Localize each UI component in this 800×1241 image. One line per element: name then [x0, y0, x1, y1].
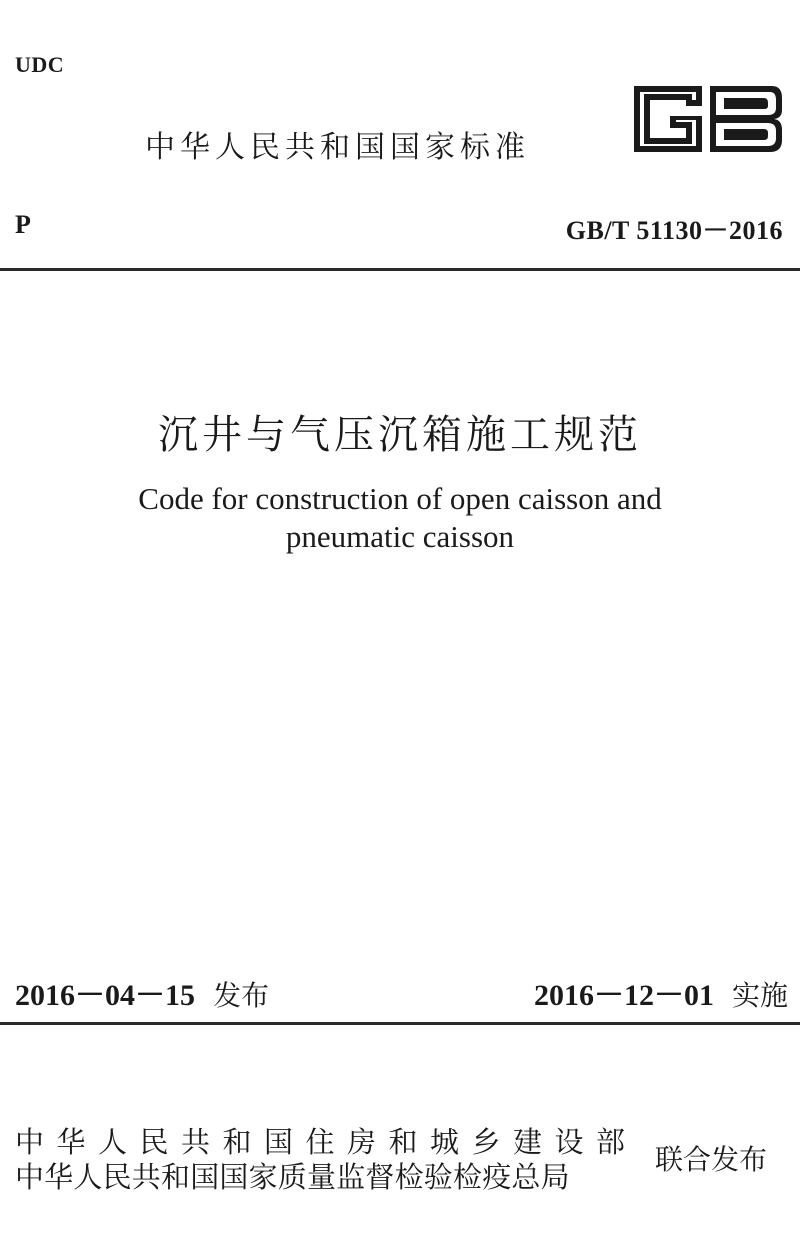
- implement-date: 2016－12－01: [533, 979, 714, 1012]
- issue-date: 2016－04－15: [15, 979, 195, 1012]
- title-english-line1: Code for construction of open caisson and: [138, 481, 662, 516]
- national-standard-label: 中华人民共和国国家标准: [145, 130, 530, 165]
- issuer-aqsiq: 中华人民共和国国家质量监督检验检疫总局: [15, 1160, 570, 1194]
- issuer-ministry-housing: 中华人民共和国住房和城乡建设部: [15, 1125, 638, 1159]
- implement-label: 实施: [731, 979, 788, 1012]
- joint-issue-label: 联合发布: [655, 1143, 768, 1176]
- issue-label: 发布: [213, 979, 270, 1012]
- implement-date-block: [534, 970, 788, 1014]
- issue-date-block: [15, 970, 269, 1014]
- bottom-divider: [0, 1022, 800, 1025]
- title-english-line2: pneumatic caisson: [285, 519, 515, 554]
- udc-code: UDC: [15, 52, 65, 77]
- top-divider: [0, 268, 800, 271]
- title-chinese: 沉井与气压沉箱施工规范: [158, 412, 642, 458]
- standard-number: GB/T 51130－2016: [565, 216, 783, 245]
- title-english: [0, 480, 800, 556]
- gb-logo: [624, 78, 788, 160]
- category-code: P: [15, 210, 31, 239]
